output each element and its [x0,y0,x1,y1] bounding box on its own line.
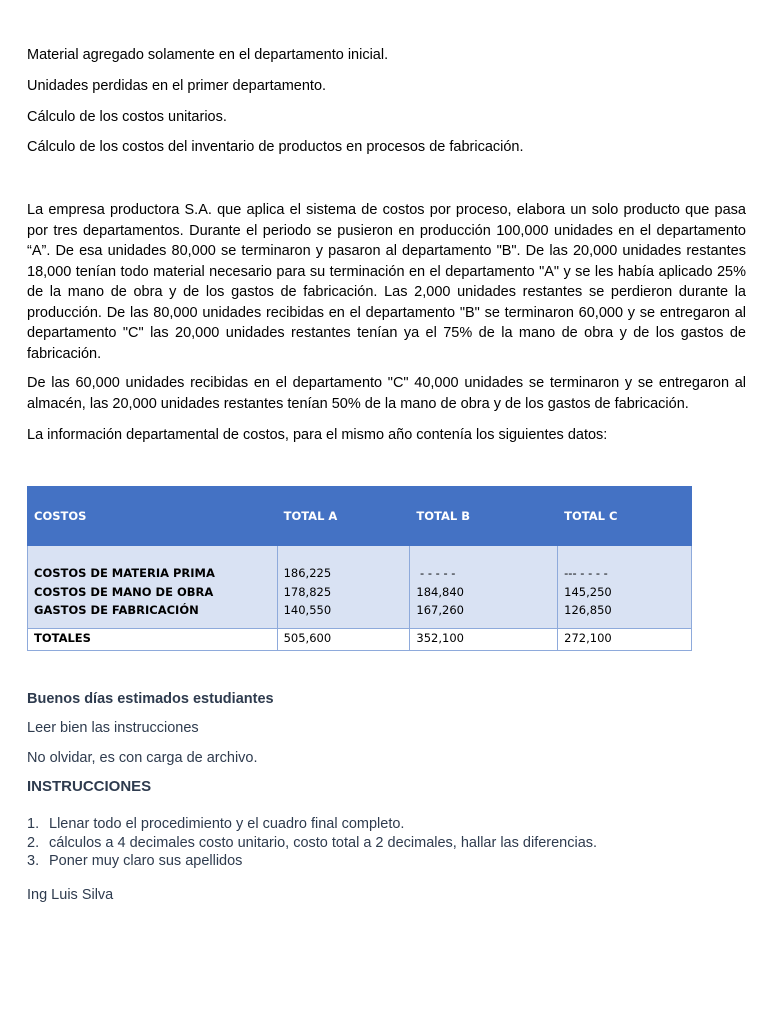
intro-line-inventario: Cálculo de los costos del inventario de productos en procesos de fabricación. [27,139,524,155]
total-a-mano-de-obra: 178,825 [283,584,332,599]
signature: Ing Luis Silva [27,887,114,903]
totals-a: 505,600 [277,629,410,651]
problem-paragraph: La empresa productora S.A. que aplica el sistema de costos por proceso, elabora un solo producto que pasa por tres departamentos. Durante el periodo se pusieron en producción 100,000 unidades en el departamento “A”. De esa unidades 80,000 se terminaron y pasaron al departamento "B". De las 20,000 unidades restantes 18,000 tenían todo material necesario para su terminación en el departamento "A" y se les había aplicado 25% de la mano de obra y de los gastos de fabricación. Las 2,000 unidades restantes se perdieron durante la producción. De las 80,000 unidades recibidas en el departamento "B" se terminaron 60,000 y se entregaron al departamento "C" las 20,000 unidades restantes tenían ya el 75% de la mano de obra y de los gastos de fabricación. [27,202,746,362]
intro-line-costos-unitarios: Cálculo de los costos unitarios. [27,109,227,125]
total-a-cell [277,546,410,629]
header-total-b: TOTAL B [410,487,558,546]
message-line-upload: No olvidar, es con carga de archivo. [27,750,258,766]
totals-label: TOTALES [28,629,278,651]
total-b-mano-de-obra: 184,840 [416,584,464,599]
total-c-cell [558,546,692,629]
costs-table-totals-row [28,629,692,651]
instruction-item: 3. Poner muy claro sus apellidos [27,853,243,869]
header-costos: COSTOS [28,487,278,546]
intro-line-material: Material agregado solamente en el departamento inicial. [27,47,389,63]
header-total-c: TOTAL C [558,487,692,546]
costs-table-row [28,546,692,629]
label-gastos-fabricacion: GASTOS DE FABRICACIÓN [34,603,199,617]
cost-labels-cell [28,546,278,629]
instructions-list [27,815,597,871]
message-line-read: Leer bien las instrucciones [27,720,199,736]
costs-table-header-row [28,487,692,546]
totals-c: 272,100 [558,629,692,651]
total-b-cell [410,546,558,629]
header-total-a: TOTAL A [277,487,410,546]
total-a-materia-prima: 186,225 [283,566,332,580]
instruction-item: 2. cálculos a 4 decimales costo unitario, costo total a 2 decimales, hallar las diferencias. [27,834,598,851]
total-c-gastos: 126,850 [564,603,612,617]
instruction-item: 1. Llenar todo el procedimiento y el cuadro final completo. [27,816,405,832]
instructions-heading: INSTRUCCIONES [27,778,152,795]
greeting: Buenos días estimados estudiantes [27,691,274,707]
label-mano-de-obra: COSTOS DE MANO DE OBRA [34,584,214,599]
data-intro-paragraph: La información departamental de costos, para el mismo año contenía los siguientes datos: [27,427,608,443]
label-materia-prima: COSTOS DE MATERIA PRIMA [34,566,215,580]
total-c-mano-de-obra: 145,250 [564,584,612,599]
department-c-paragraph: De las 60,000 unidades recibidas en el departamento "C" 40,000 unidades se terminaron y se entregaron al almacén, las 20,000 unidades restantes tenían 50% de la mano de obra y de los gastos de fabricación. [27,375,746,412]
costs-table [27,486,692,651]
total-b-materia-prima: - - - - - [416,566,456,580]
total-b-gastos: 167,260 [416,603,464,617]
intro-line-perdidas: Unidades perdidas en el primer departamento. [27,78,327,94]
total-c-materia-prima: --- - - - - [564,566,608,580]
totals-b: 352,100 [410,629,558,651]
total-a-gastos: 140,550 [283,603,332,617]
